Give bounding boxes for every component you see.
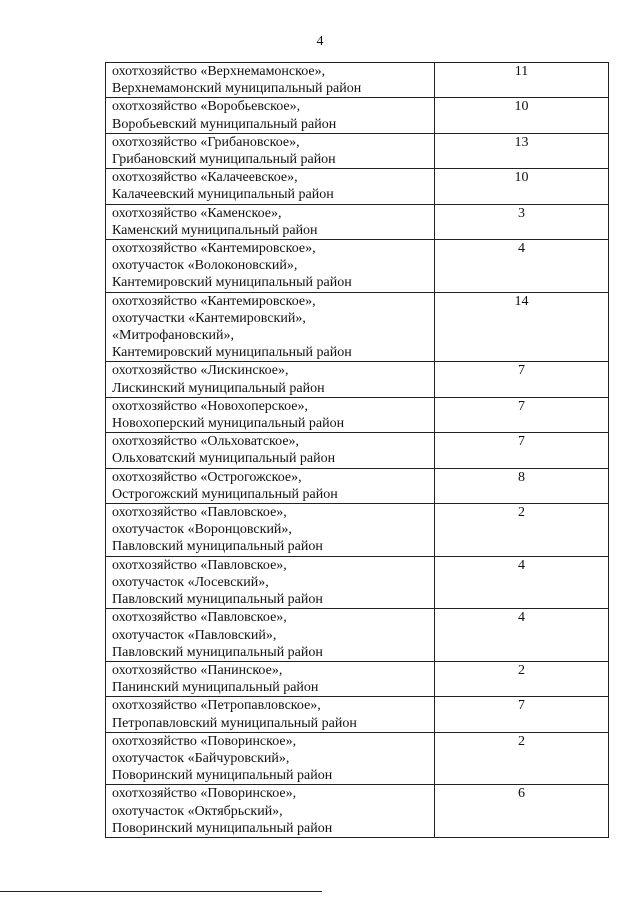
hunting-ground-line: охотхозяйство «Кантемировское», <box>112 241 316 257</box>
table-row <box>106 697 609 732</box>
hunting-ground-line: охотхозяйство «Грибановское», <box>112 134 300 150</box>
hunting-ground-cell <box>106 468 435 503</box>
table-row <box>106 785 609 838</box>
hunting-ground-line: Кантемировский муниципальный район <box>112 345 352 361</box>
count-cell: 11 <box>435 63 609 98</box>
hunting-ground-line: охотхозяйство «Поворинское», <box>112 733 297 749</box>
table-body <box>106 63 609 838</box>
table-row <box>106 504 609 557</box>
hunting-ground-line: охотхозяйство «Павловское», <box>112 610 287 626</box>
hunting-ground-line: охотхозяйство «Каменское», <box>112 205 282 221</box>
hunting-ground-line: Поворинский муниципальный район <box>112 820 333 836</box>
hunting-ground-cell <box>106 732 435 785</box>
hunting-ground-line: Петропавловский муниципальный район <box>112 715 357 731</box>
hunting-ground-line: охотучасток «Павловский», <box>112 627 277 643</box>
hunting-ground-cell <box>106 292 435 362</box>
hunting-ground-line: Острогожский муниципальный район <box>112 486 338 502</box>
table-row <box>106 397 609 432</box>
hunting-ground-line: Панинский муниципальный район <box>112 680 319 696</box>
hunting-ground-line: Новохоперский муниципальный район <box>112 416 345 432</box>
hunting-ground-line: охотхозяйство «Панинское», <box>112 662 283 678</box>
hunting-ground-line: Каменский муниципальный район <box>112 222 318 238</box>
hunting-ground-line: охотхозяйство «Павловское», <box>112 557 287 573</box>
hunting-ground-line: охотучасток «Воронцовский», <box>112 522 292 538</box>
hunting-ground-line: охотучасток «Октябрьский», <box>112 803 283 819</box>
count-cell: 8 <box>435 468 609 503</box>
table-row <box>106 362 609 397</box>
hunting-ground-line: охотучастки «Кантемировский», <box>112 310 306 326</box>
count-cell: 2 <box>435 661 609 696</box>
hunting-ground-line: Павловский муниципальный район <box>112 539 323 555</box>
hunting-ground-cell <box>106 362 435 397</box>
hunting-ground-line: охотхозяйство «Павловское», <box>112 505 287 521</box>
table-row <box>106 661 609 696</box>
hunting-ground-cell <box>106 504 435 557</box>
hunting-ground-cell <box>106 133 435 168</box>
hunting-ground-line: Лискинский муниципальный район <box>112 380 325 396</box>
table-row <box>106 240 609 293</box>
count-cell: 10 <box>435 169 609 204</box>
hunting-ground-line: Ольховатский муниципальный район <box>112 451 336 467</box>
hunting-ground-line: охотхозяйство «Воробьевское», <box>112 99 301 115</box>
table-row <box>106 433 609 468</box>
table-row <box>106 556 609 609</box>
hunting-ground-line: охотхозяйство «Поворинское», <box>112 786 297 802</box>
hunting-ground-line: охотхозяйство «Калачеевское», <box>112 170 298 186</box>
hunting-ground-cell <box>106 433 435 468</box>
hunting-ground-cell <box>106 63 435 98</box>
hunting-ground-cell <box>106 661 435 696</box>
hunting-ground-cell <box>106 98 435 133</box>
hunting-ground-line: Поворинский муниципальный район <box>112 768 333 784</box>
count-cell: 10 <box>435 98 609 133</box>
hunting-grounds-table <box>105 62 609 838</box>
count-cell: 2 <box>435 504 609 557</box>
count-cell: 4 <box>435 609 609 662</box>
hunting-ground-cell <box>106 785 435 838</box>
hunting-ground-line: Кантемировский муниципальный район <box>112 275 352 291</box>
footnote-separator <box>0 891 322 892</box>
table-row <box>106 133 609 168</box>
hunting-ground-line: охотхозяйство «Верхнемамонское», <box>112 64 326 79</box>
count-cell: 7 <box>435 697 609 732</box>
count-cell: 2 <box>435 732 609 785</box>
hunting-ground-line: Павловский муниципальный район <box>112 644 323 660</box>
table-row <box>106 468 609 503</box>
hunting-ground-line: охотучасток «Лосевский», <box>112 574 269 590</box>
table-row <box>106 63 609 98</box>
count-cell: 3 <box>435 204 609 239</box>
hunting-ground-cell <box>106 240 435 293</box>
hunting-ground-line: Грибановский муниципальный район <box>112 152 336 168</box>
table-row <box>106 292 609 362</box>
count-cell: 7 <box>435 433 609 468</box>
hunting-ground-line: охотучасток «Байчуровский», <box>112 750 290 766</box>
count-cell: 13 <box>435 133 609 168</box>
hunting-ground-line: Калачеевский муниципальный район <box>112 187 334 203</box>
hunting-ground-line: охотхозяйство «Острогожское», <box>112 469 302 485</box>
table-row <box>106 204 609 239</box>
page-number: 4 <box>316 34 324 49</box>
count-cell: 4 <box>435 556 609 609</box>
count-cell: 6 <box>435 785 609 838</box>
hunting-ground-line: Верхнемамонский муниципальный район <box>112 81 362 97</box>
hunting-ground-line: охотхозяйство «Петропавловское», <box>112 698 321 714</box>
count-cell: 7 <box>435 362 609 397</box>
hunting-ground-cell <box>106 556 435 609</box>
table-row <box>106 98 609 133</box>
hunting-ground-line: Павловский муниципальный район <box>112 592 323 608</box>
hunting-ground-cell <box>106 204 435 239</box>
hunting-ground-cell <box>106 169 435 204</box>
hunting-ground-line: Воробьевский муниципальный район <box>112 116 337 132</box>
table-row <box>106 609 609 662</box>
hunting-ground-cell <box>106 609 435 662</box>
hunting-ground-cell <box>106 397 435 432</box>
hunting-ground-line: охотхозяйство «Кантемировское», <box>112 293 316 309</box>
hunting-ground-line: охотхозяйство «Ольховатское», <box>112 434 300 450</box>
count-cell: 4 <box>435 240 609 293</box>
hunting-ground-cell <box>106 697 435 732</box>
hunting-ground-line: охотхозяйство «Лискинское», <box>112 363 289 379</box>
table-row <box>106 169 609 204</box>
count-cell: 14 <box>435 292 609 362</box>
count-cell: 7 <box>435 397 609 432</box>
hunting-ground-line: охотхозяйство «Новохоперское», <box>112 398 308 414</box>
hunting-ground-line: «Митрофановский», <box>112 328 235 344</box>
hunting-ground-line: охотучасток «Волоконовский», <box>112 258 298 274</box>
table-row <box>106 732 609 785</box>
